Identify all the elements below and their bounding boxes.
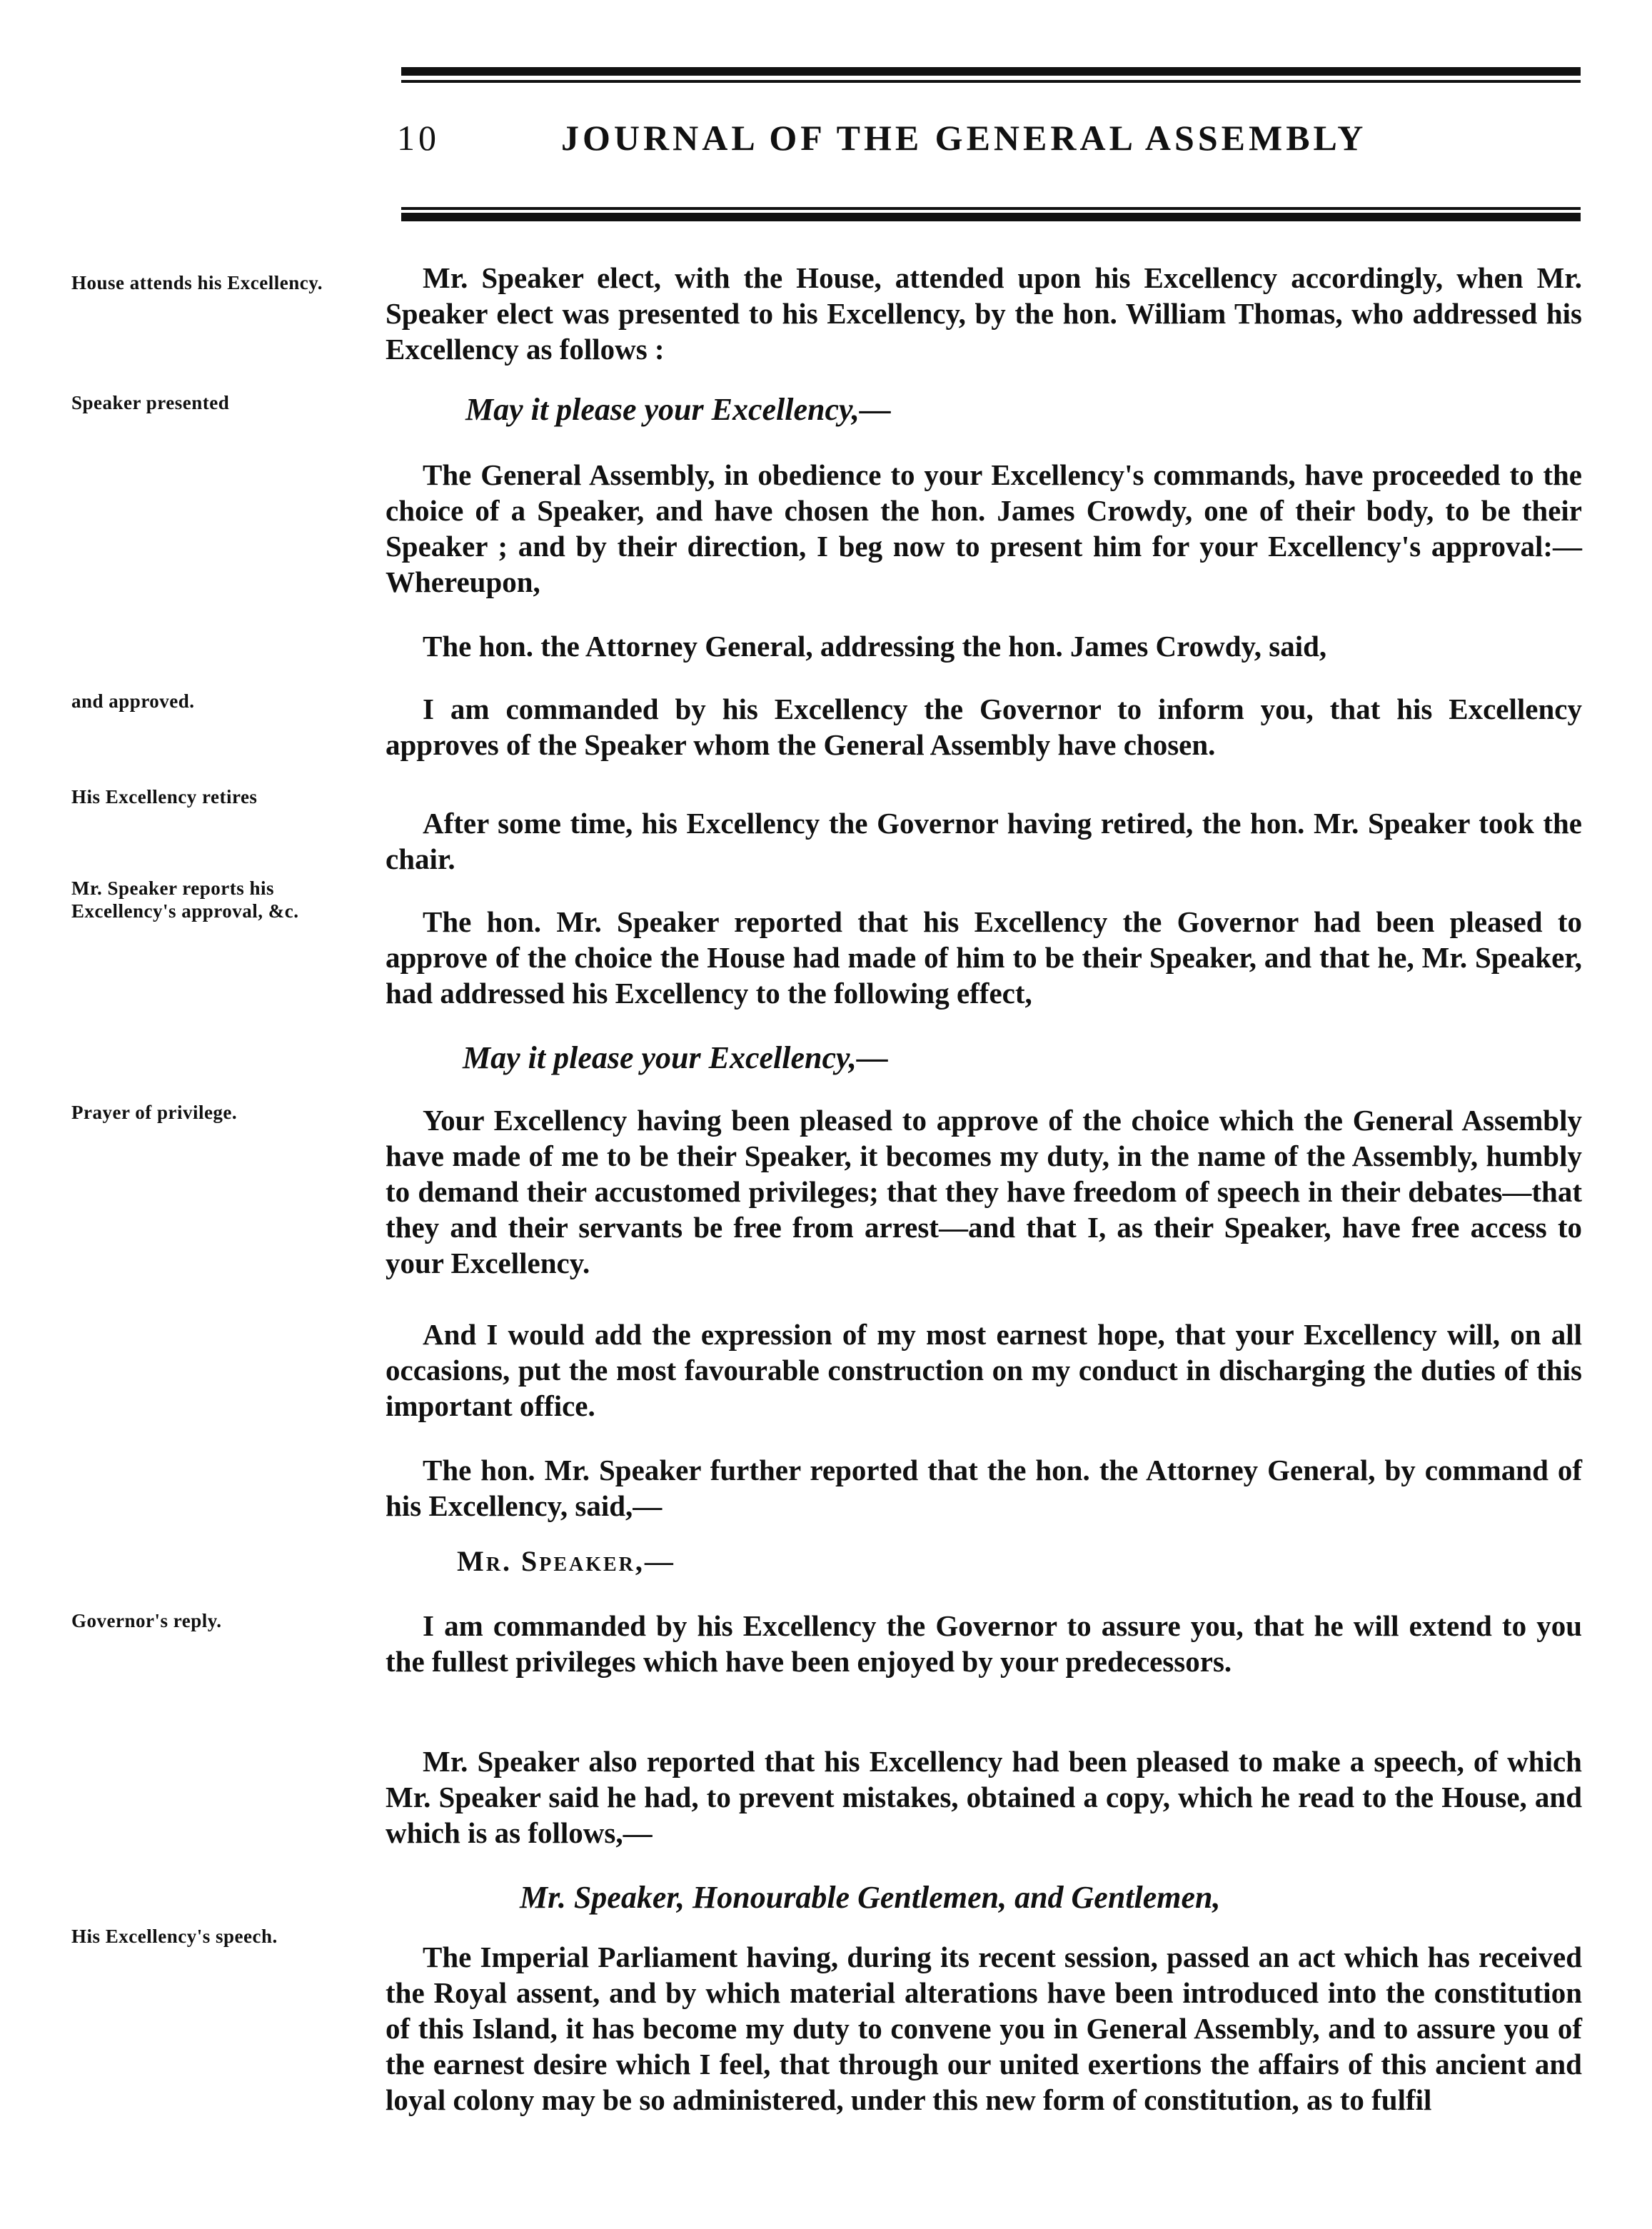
header-top-rule (401, 67, 1581, 76)
paragraph-attorney-general-addresses: The hon. the Attorney General, addressing the hon. James Crowdy, said, (423, 630, 1327, 663)
margin-note-excellencys-speech: His Excellency's speech. (71, 1926, 278, 1947)
paragraph-house-attends: Mr. Speaker elect, with the House, attended upon his Excellency accordingly, when Mr. Speaker elect was presented to his Excellency, by the hon. William Thomas, who addressed his Excellency as follows : (386, 261, 1582, 366)
salutation-may-it-please-2: May it please your Excellency,— (463, 1040, 888, 1075)
margin-note-prayer-of-privilege: Prayer of privilege. (71, 1102, 238, 1123)
paragraph-excellency-retires: After some time, his Excellency the Governor having retired, the hon. Mr. Speaker took the chair. (386, 807, 1582, 875)
header-top-thin-rule (401, 80, 1581, 83)
paragraph-speaker-reports: The hon. Mr. Speaker reported that his Excellency the Governor had been pleased to approve of the choice the House had made of him to be their Speaker, and that he, Mr. Speaker, had addressed his Excellency to the following effect, (386, 905, 1582, 1010)
margin-note-speaker-reports: Mr. Speaker reports his Excellency's approval, &c. (71, 877, 299, 922)
paragraph-excellencys-speech: The Imperial Parliament having, during its recent session, passed an act which has received the Royal assent, and by which material alterations have been introduced into the constitution of this Island, it has become my duty to convene you in General Assembly, and to assure you of the earnest desire which I feel, that through our united exertions the affairs of this ancient and loyal colony may be so administered, under this new form of constitution, as to fulfil (386, 1941, 1582, 2116)
margin-note-approved: and approved. (71, 690, 195, 712)
salutation-honourable-gentlemen: Mr. Speaker, Honourable Gentlemen, and Gentlemen, (520, 1880, 1221, 1915)
margin-note-speaker-presented: Speaker presented (71, 392, 230, 413)
paragraph-governors-reply: I am commanded by his Excellency the Governor to assure you, that he will extend to you the fullest privileges which have been enjoyed by your predecessors. (386, 1609, 1582, 1678)
header-bottom-rule (401, 213, 1581, 221)
paragraph-prayer-of-privilege: Your Excellency having been pleased to approve of the choice which the General Assembly have made of me to be their Speaker, it becomes my duty, in the name of the Assembly, humbly to demand their accustomed privileges; that they have freedom of speech in their debates—that they and their servants be free from arrest—and that I, as their Speaker, have free access to your Excellency. (386, 1104, 1582, 1279)
paragraph-speaker-presented: The General Assembly, in obedience to your Excellency's commands, have proceeded to the choice of a Speaker, and have chosen the hon. James Crowdy, one of their body, to be their Speaker ; and by their direction, I beg now to present him for your Excellency's approval:—Whereupon, (386, 458, 1582, 598)
page-header (397, 114, 1582, 164)
margin-note-governors-reply: Governor's reply. (71, 1610, 222, 1631)
margin-note-house-attends: House attends his Excellency. (71, 272, 323, 293)
paragraph-speech-reported: Mr. Speaker also reported that his Excellency had been pleased to make a speech, of which Mr. Speaker said he had, to prevent mistakes, obtained a copy, which he read to the House, and which is as follows,— (386, 1745, 1582, 1849)
header-bottom-thin-rule (401, 207, 1581, 210)
margin-note-excellency-retires: His Excellency retires (71, 786, 258, 807)
salutation-may-it-please-1: May it please your Excellency,— (465, 392, 891, 427)
running-head: JOURNAL OF THE GENERAL ASSEMBLY (561, 118, 1367, 158)
paragraph-earnest-hope: And I would add the expression of my most earnest hope, that your Excellency will, on all occasions, put the most favourable construction on my conduct in discharging the duties of this important office. (386, 1318, 1582, 1422)
paragraph-speaker-approved: I am commanded by his Excellency the Governor to inform you, that his Excellency approves of the Speaker whom the General Assembly have chosen. (386, 693, 1582, 761)
salutation-mr-speaker: Mr. Speaker,— (457, 1545, 675, 1577)
paragraph-attorney-general-reply: The hon. Mr. Speaker further reported that the hon. the Attorney General, by command of his Excellency, said,— (386, 1454, 1582, 1522)
page-number: 10 (397, 118, 440, 158)
